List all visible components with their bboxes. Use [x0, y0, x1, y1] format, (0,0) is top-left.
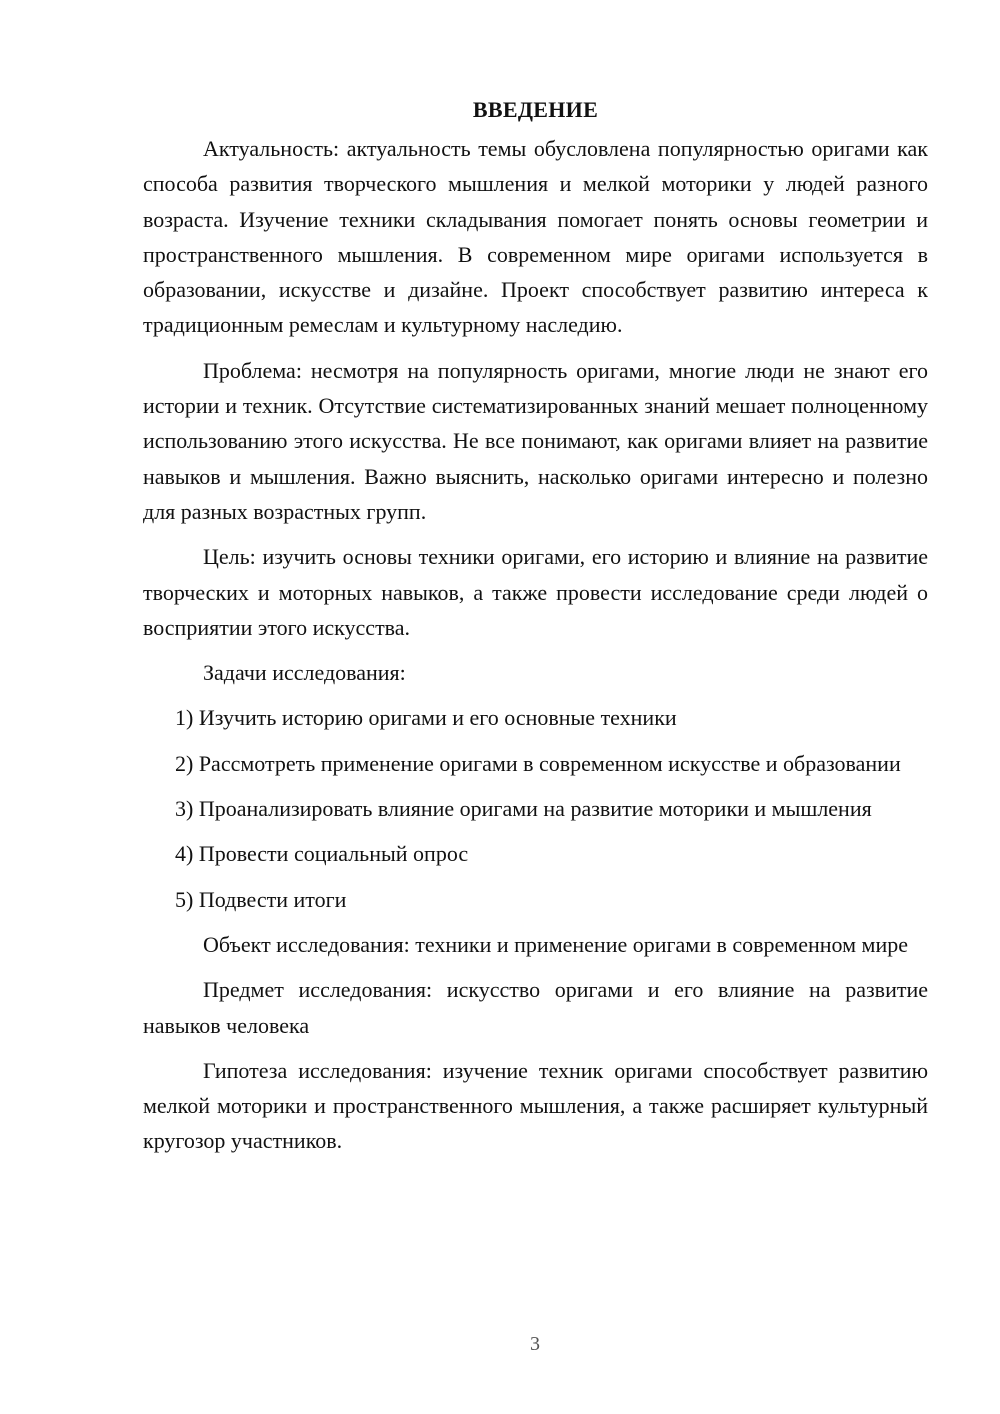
task-item-3: 3) Проанализировать влияние оригами на развитие моторики и мышления	[175, 796, 872, 822]
object-paragraph: Объект исследования: техники и применение оригами в современном мире	[203, 931, 908, 957]
task-item-2: 2) Рассмотреть применение оригами в современном искусстве и образовании	[175, 750, 901, 776]
relevance-paragraph: Актуальность: актуальность темы обусловлена популярностью оригами как способа развития творческого мышления и мелкой моторики у людей разного возраста. Изучение техники складывания помогает понять основы геометрии и пространственного мышления. В современном мире оригами используется в образовании, искусстве и дизайне. Проект способствует развитию интереса к традиционным ремеслам и культурному наследию.	[143, 136, 928, 338]
task-item-1: 1) Изучить историю оригами и его основные техники	[175, 705, 677, 731]
page-number: 3	[530, 1333, 540, 1355]
hypothesis-paragraph: Гипотеза исследования: изучение техник оригами способствует развитию мелкой моторики и пространственного мышления, а также расширяет культурный кругозор участников.	[143, 1057, 928, 1154]
task-item-5: 5) Подвести итоги	[175, 886, 347, 912]
document-page	[143, 92, 928, 1159]
task-item-4: 4) Провести социальный опрос	[175, 841, 469, 867]
problem-paragraph: Проблема: несмотря на популярность оригами, многие люди не знают его истории и техник. Отсутствие систематизированных знаний мешает полноценному использованию этого искусства. Не все понимают, как оригами влияет на развитие навыков и мышления. Важно выяснить, насколько оригами интересно и полезно для разных возрастных групп.	[143, 357, 928, 524]
page-title: ВВЕДЕНИЕ	[472, 97, 599, 122]
subject-paragraph: Предмет исследования: искусство оригами и его влияние на развитие навыков человека	[143, 977, 928, 1038]
tasks-heading: Задачи исследования:	[203, 660, 406, 686]
goal-paragraph: Цель: изучить основы техники оригами, его историю и влияние на развитие творческих и моторных навыков, а также провести исследование среди людей о восприятии этого искусства.	[143, 544, 928, 640]
